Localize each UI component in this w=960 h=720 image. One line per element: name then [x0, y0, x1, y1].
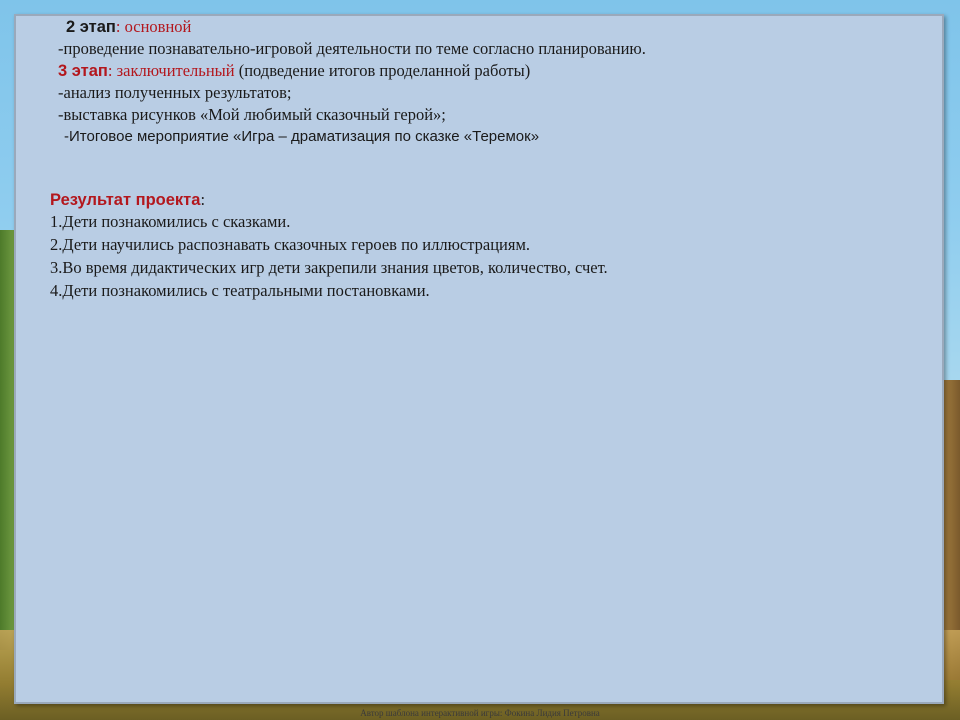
stage2-heading — [66, 16, 191, 38]
result-item: 3.Во время дидактических игр дети закрепили знания цветов, количество, счет. — [50, 258, 608, 277]
stage2-label: 2 этап — [66, 18, 116, 36]
result-heading-label: Результат проекта — [50, 191, 201, 209]
content-panel — [14, 14, 944, 704]
stage2-colon: : — [115, 17, 121, 36]
stage3-name: заключительный — [112, 61, 235, 80]
stage2-name: основной — [120, 17, 192, 36]
stage3-colon: : — [107, 61, 113, 80]
stage2-item: -проведение познавательно-игровой деятельности по теме согласно планированию. — [58, 39, 646, 58]
stage3-label: 3 этап — [58, 62, 108, 80]
stage3-item: -Итоговое мероприятие «Игра – драматизация по сказке «Теремок» — [64, 128, 540, 145]
result-item: 1.Дети познакомились с сказками. — [50, 212, 291, 231]
stage3-item: -выставка рисунков «Мой любимый сказочный герой»; — [58, 105, 446, 124]
stage3-heading — [58, 60, 530, 82]
stage3-item: -анализ полученных результатов; — [58, 83, 292, 102]
result-heading-colon: : — [200, 190, 206, 209]
footer-credit: Автор шаблона интерактивной игры: Фокина Лидия Петровна — [360, 708, 600, 718]
result-item: 4.Дети познакомились с театральными постановками. — [50, 281, 430, 300]
stage3-note: (подведение итогов проделанной работы) — [234, 61, 531, 80]
result-heading — [50, 189, 205, 211]
result-item: 2.Дети научились распознавать сказочных героев по иллюстрациям. — [50, 235, 531, 254]
